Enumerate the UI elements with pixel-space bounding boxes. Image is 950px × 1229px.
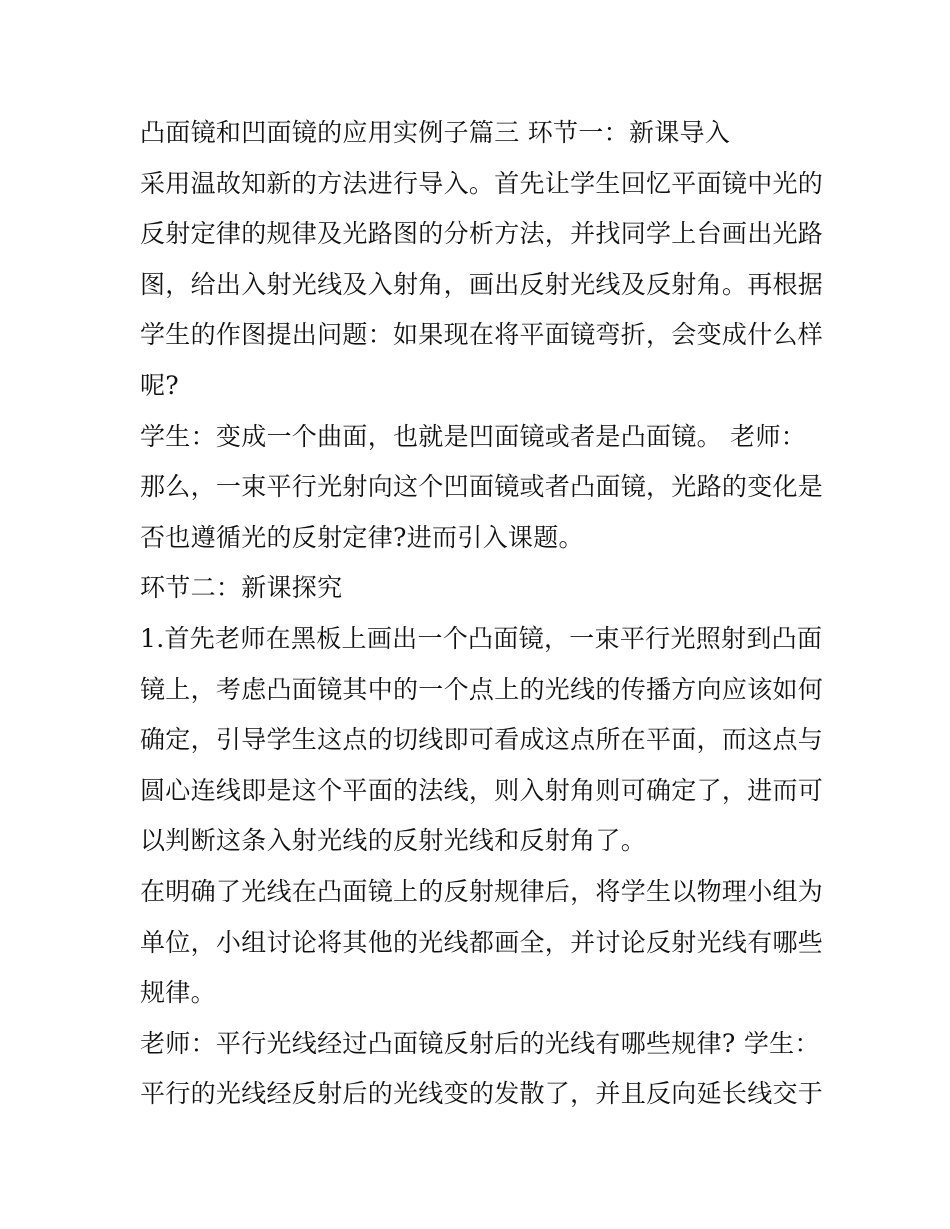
text-line: 采用温故知新的方法进行导入。首先让学生回忆平面镜中光的: [140, 168, 824, 198]
text-line: 圆心连线即是这个平面的法线，则入射角则可确定了，进而可: [140, 775, 824, 805]
text-line: 呢?: [140, 370, 180, 400]
text-line: 环节二：新课探究: [140, 573, 343, 603]
text-line: 平行的光线经反射后的光线变的发散了，并且反向延长线交于: [140, 1079, 824, 1109]
text-line: 镜上，考虑凸面镜其中的一个点上的光线的传播方向应该如何: [140, 674, 824, 704]
text-line: 1.首先老师在黑板上画出一个凸面镜，一束平行光照射到凸面: [140, 623, 823, 653]
text-line: 否也遵循光的反射定律?进而引入课题。: [140, 522, 584, 552]
text-line: 以判断这条入射光线的反射光线和反射角了。: [140, 826, 647, 856]
text-line: 反射定律的规律及光路图的分析方法，并找同学上台画出光路: [140, 219, 824, 249]
document-body: [140, 108, 824, 1120]
text-line: 图，给出入射光线及入射角，画出反射光线及反射角。再根据: [140, 269, 824, 299]
text-line: 单位，小组讨论将其他的光线都画全，并讨论反射光线有哪些: [140, 927, 824, 957]
text-line: 学生的作图提出问题：如果现在将平面镜弯折，会变成什么样: [140, 320, 824, 350]
text-line: 规律。: [140, 978, 216, 1008]
text-line: 确定，引导学生这点的切线即可看成这点所在平面，而这点与: [140, 725, 824, 755]
text-line: 老师：平行光线经过凸面镜反射后的光线有哪些规律? 学生：: [140, 1028, 820, 1058]
text-line: 在明确了光线在凸面镜上的反射规律后，将学生以物理小组为: [140, 876, 824, 906]
text-line: 凸面镜和凹面镜的应用实例子篇三 环节一：新课导入: [140, 118, 731, 147]
text-line: 那么，一束平行光射向这个凹面镜或者凸面镜，光路的变化是: [140, 472, 824, 502]
text-line: 学生：变成一个曲面，也就是凹面镜或者是凸面镜。 老师：: [140, 421, 807, 451]
